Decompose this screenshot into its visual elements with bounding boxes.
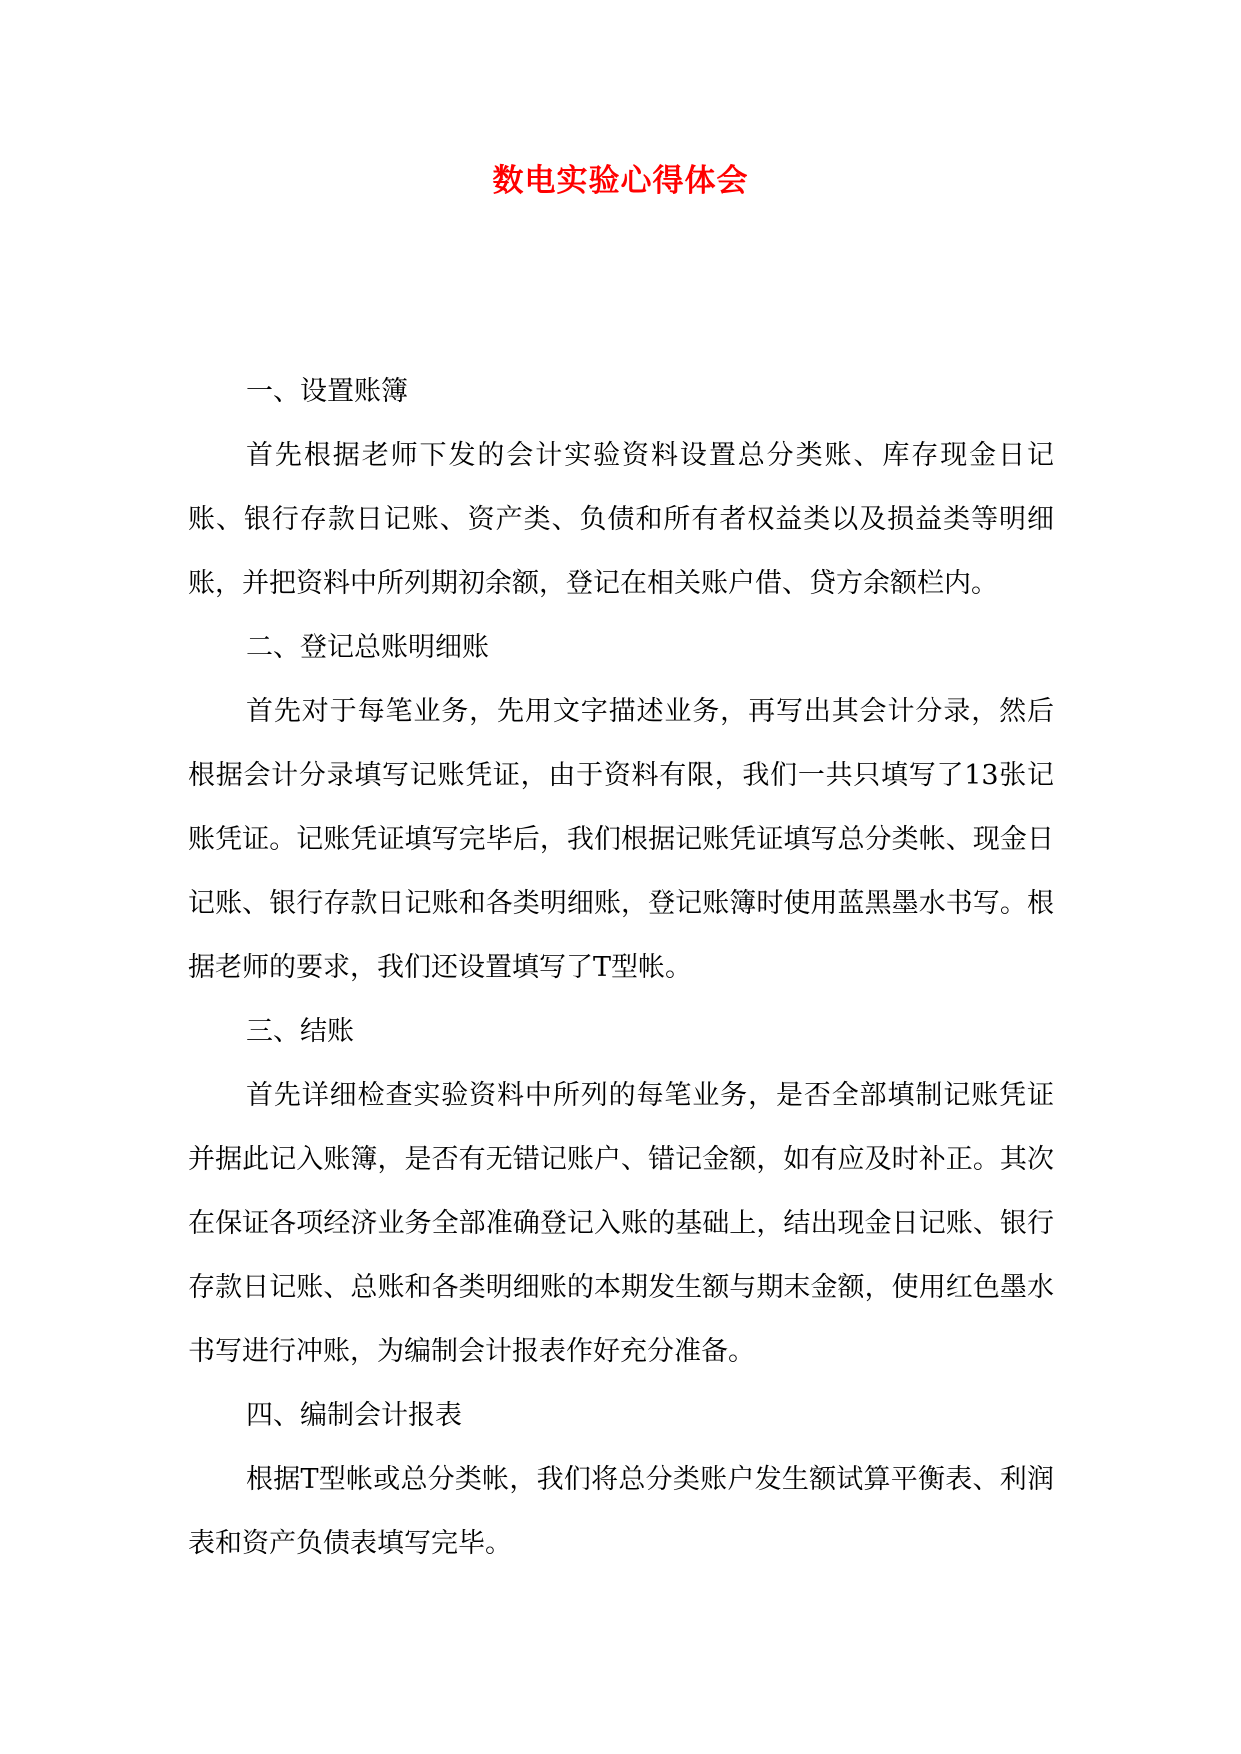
section-heading-2: 二、登记总账明细账 [246,632,489,663]
paragraph-4: 根据T型帐或总分类帐，我们将总分类账户发生额试算平衡表、利润表和资产负债表填写完毕。 [188,1464,1054,1559]
section-heading-1: 一、设置账簿 [246,376,408,407]
document-title: 数电实验心得体会 [492,163,749,199]
paragraph-1: 首先根据老师下发的会计实验资料设置总分类账、库存现金日记账、银行存款日记账、资产类、负债和所有者权益类以及损益类等明细账，并把资料中所列期初余额，登记在相关账户借、贷方余额栏内。 [188,440,1054,599]
section-heading-3: 三、结账 [246,1016,354,1047]
section-heading-4: 四、编制会计报表 [246,1400,462,1431]
paragraph-3: 首先详细检查实验资料中所列的每笔业务，是否全部填制记账凭证并据此记入账簿，是否有无错记账户、错记金额，如有应及时补正。其次在保证各项经济业务全部准确登记入账的基础上，结出现金日记账、银行存款日记账、总账和各类明细账的本期发生额与期末金额，使用红色墨水书写进行冲账，为编制会计报表作好充分准备。 [188,1080,1054,1367]
document-body [188,360,1054,1576]
paragraph-2: 首先对于每笔业务，先用文字描述业务，再写出其会计分录，然后根据会计分录填写记账凭证，由于资料有限，我们一共只填写了13张记账凭证。记账凭证填写完毕后，我们根据记账凭证填写总分类帐、现金日记账、银行存款日记账和各类明细账，登记账簿时使用蓝黑墨水书写。根据老师的要求，我们还设置填写了T型帐。 [188,696,1054,983]
